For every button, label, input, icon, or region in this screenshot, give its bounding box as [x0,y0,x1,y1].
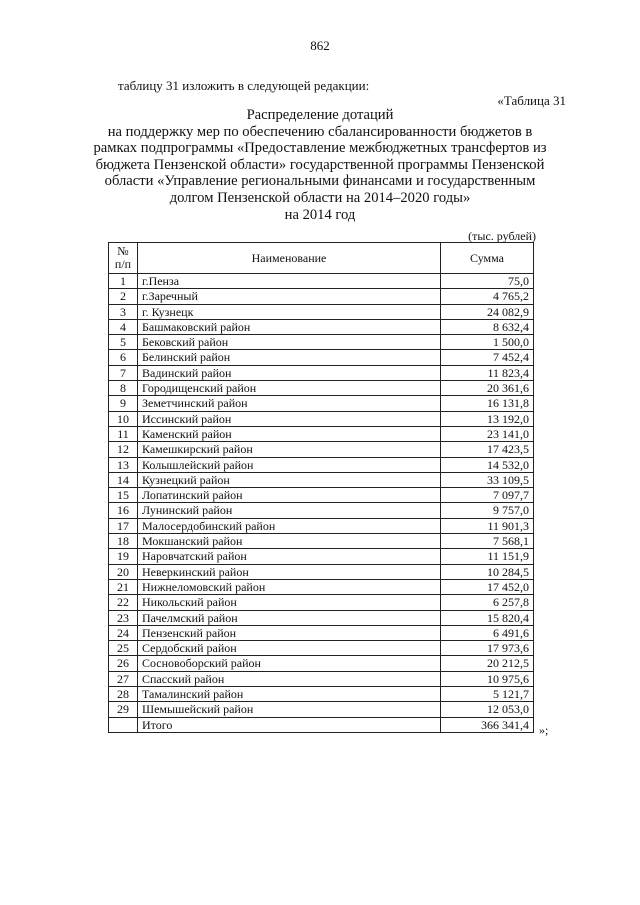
table-row [109,656,534,671]
row-name: Сердобский район [138,641,441,656]
total-sum: 366 341,4 [441,717,534,732]
header-name: Наименование [138,243,441,274]
row-name: Каменский район [138,426,441,441]
row-number: 10 [109,411,138,426]
row-sum: 11 901,3 [441,518,534,533]
row-number: 16 [109,503,138,518]
row-name: Башмаковский район [138,319,441,334]
row-name: Шемышейский район [138,702,441,717]
row-name: Колышлейский район [138,457,441,472]
table-row [109,319,534,334]
row-number: 8 [109,381,138,396]
page-number: 862 [310,38,330,53]
table-row [109,304,534,319]
table-row [109,518,534,533]
table-body [109,274,534,718]
header-number-line: № [117,244,129,258]
row-sum: 8 632,4 [441,319,534,334]
header-number [109,243,138,274]
row-name: Кузнецкий район [138,472,441,487]
row-sum: 7 568,1 [441,534,534,549]
row-sum: 24 082,9 [441,304,534,319]
row-name: Наровчатский район [138,549,441,564]
table-row [109,472,534,487]
row-number: 7 [109,365,138,380]
table-row [109,381,534,396]
row-number: 14 [109,472,138,487]
row-name: Спасский район [138,671,441,686]
row-number: 2 [109,289,138,304]
row-name: Вадинский район [138,365,441,380]
row-name: Тамалинский район [138,687,441,702]
row-name: Никольский район [138,595,441,610]
heading-line: рамках подпрограммы «Предоставление межбюджетных трансфертов из [93,140,547,157]
row-name: Пачелмский район [138,610,441,625]
row-number: 4 [109,319,138,334]
row-sum: 5 121,7 [441,687,534,702]
row-name: Камешкирский район [138,442,441,457]
row-name: Белинский район [138,350,441,365]
table-row [109,595,534,610]
table-header-row [109,243,534,274]
table-row [109,641,534,656]
row-number: 18 [109,534,138,549]
row-sum: 10 284,5 [441,564,534,579]
row-number: 20 [109,564,138,579]
row-name: Городищенский район [138,381,441,396]
table-row [109,335,534,350]
row-sum: 23 141,0 [441,426,534,441]
row-name: г.Заречный [138,289,441,304]
row-sum: 15 820,4 [441,610,534,625]
table-row [109,350,534,365]
row-sum: 14 532,0 [441,457,534,472]
row-number: 25 [109,641,138,656]
total-row [109,717,534,732]
table-row [109,702,534,717]
heading-line: на поддержку мер по обеспечению сбалансированности бюджетов в [107,123,533,140]
row-number: 3 [109,304,138,319]
table-row [109,396,534,411]
unit-label: (тыс. рублей) [468,229,536,243]
table-row [109,549,534,564]
heading-line: бюджета Пензенской области» государственной программы Пензенской [95,156,545,173]
row-sum: 12 053,0 [441,702,534,717]
table-row [109,671,534,686]
row-sum: 20 361,6 [441,381,534,396]
row-number: 15 [109,488,138,503]
heading-line: области «Управление региональными финансами и государственным [104,173,536,190]
row-number: 26 [109,656,138,671]
row-sum: 17 423,5 [441,442,534,457]
row-name: Неверкинский район [138,564,441,579]
row-number: 9 [109,396,138,411]
table-row [109,488,534,503]
table-row [109,365,534,380]
row-sum: 17 973,6 [441,641,534,656]
row-sum: 6 491,6 [441,625,534,640]
row-sum: 33 109,5 [441,472,534,487]
table-heading [78,107,562,223]
table-row [109,426,534,441]
row-sum: 11 823,4 [441,365,534,380]
heading-line: долгом Пензенской области на 2014–2020 годы» [169,189,471,206]
total-number-cell [109,717,138,732]
intro-text: таблицу 31 изложить в следующей редакции: [118,78,370,93]
subsidy-table [108,242,534,733]
row-number: 29 [109,702,138,717]
row-sum: 4 765,2 [441,289,534,304]
table-row [109,564,534,579]
table-row [109,534,534,549]
row-name: Нижнеломовский район [138,579,441,594]
row-sum: 11 151,9 [441,549,534,564]
table-row [109,625,534,640]
row-sum: 17 452,0 [441,579,534,594]
row-name: г. Кузнецк [138,304,441,319]
row-sum: 13 192,0 [441,411,534,426]
row-sum: 9 757,0 [441,503,534,518]
row-sum: 6 257,8 [441,595,534,610]
row-number: 13 [109,457,138,472]
row-name: Мокшанский район [138,534,441,549]
table-row [109,442,534,457]
row-number: 6 [109,350,138,365]
heading-line: Распределение дотаций [246,107,394,123]
row-number: 11 [109,426,138,441]
table-row [109,274,534,289]
row-number: 24 [109,625,138,640]
row-sum: 16 131,8 [441,396,534,411]
row-sum: 75,0 [441,274,534,289]
heading-line: на 2014 год [284,206,356,223]
row-name: Малосердобинский район [138,518,441,533]
row-number: 5 [109,335,138,350]
header-number-line: п/п [114,257,132,271]
row-name: Сосновоборский район [138,656,441,671]
row-number: 21 [109,579,138,594]
row-sum: 20 212,5 [441,656,534,671]
table-row [109,503,534,518]
row-number: 27 [109,671,138,686]
closing-quote: »; [539,723,549,737]
row-name: Лунинский район [138,503,441,518]
table-row [109,687,534,702]
row-name: Бековский район [138,335,441,350]
row-number: 28 [109,687,138,702]
row-sum: 10 975,6 [441,671,534,686]
header-sum: Сумма [441,243,534,274]
table-row [109,411,534,426]
row-number: 19 [109,549,138,564]
row-name: Иссинский район [138,411,441,426]
row-sum: 7 097,7 [441,488,534,503]
row-number: 17 [109,518,138,533]
row-name: г.Пенза [138,274,441,289]
table-row [109,457,534,472]
table-row [109,579,534,594]
row-number: 12 [109,442,138,457]
table-reference: «Таблица 31 [497,93,566,108]
row-name: Пензенский район [138,625,441,640]
row-sum: 1 500,0 [441,335,534,350]
row-name: Лопатинский район [138,488,441,503]
row-sum: 7 452,4 [441,350,534,365]
row-name: Земетчинский район [138,396,441,411]
row-number: 22 [109,595,138,610]
row-number: 1 [109,274,138,289]
total-label: Итого [138,717,441,732]
row-number: 23 [109,610,138,625]
table-row [109,610,534,625]
table-row [109,289,534,304]
